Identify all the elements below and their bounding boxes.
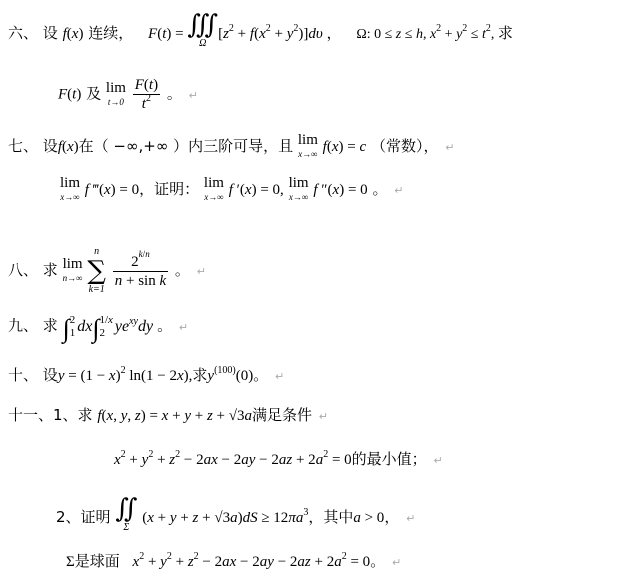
math-sphere-equation: $x^2 + y^2 + z^2 - 2ax - 2ay - 2az + 2a^2 = 0$ <box>114 449 352 468</box>
math-surface-integrand: $(x + y + z + √3a)dS \ge 12\pi a^3$ <box>142 507 309 526</box>
question-7-label: 七、 <box>8 137 39 155</box>
q6-text-6: 。 <box>166 84 182 103</box>
limit-t-to-0: lim t→0 <box>105 79 126 107</box>
return-mark-icon: ↵ <box>188 88 198 102</box>
question-10-line <box>8 366 284 386</box>
q10-text-3: 。 <box>253 366 269 384</box>
q7-text-5: 。 <box>372 180 388 198</box>
q6-text-1: 设 <box>42 24 58 42</box>
math-sphere-equation-2: $x^2 + y^2 + z^2 - 2ax - 2ay - 2az + 2a^2 = 0$ <box>132 551 371 570</box>
question-11-line-4 <box>66 552 401 572</box>
q11-part-1c: 的最小值； <box>351 450 427 468</box>
math-a-positive: a > 0 <box>353 510 385 526</box>
limit-x-to-inf: lim x→∞ <box>288 175 309 202</box>
question-8-line <box>8 246 206 296</box>
q9-text-1: 求 <box>42 316 58 335</box>
question-8-label: 八、 <box>8 261 39 279</box>
math-y-definition: $y = (1 - x)^2$ ln(1 − 2x), <box>57 365 193 384</box>
question-11-line-3 <box>56 496 415 534</box>
question-7-line-2 <box>60 176 403 204</box>
sum-k-1-to-n: n ∑ k=1 <box>87 246 106 295</box>
q11-part-1: 1、求 <box>53 406 93 424</box>
math-F-definition: F(t) = ∭ Ω $[z^2 + f(x^2 + y^2)]d\upsilon$ <box>148 10 323 49</box>
q10-text-1: 设 <box>42 366 58 384</box>
fraction-F-over-t2: $\frac{F(t)}{t^2}$ <box>134 77 159 112</box>
limit-x-to-inf: lim x→∞ <box>297 132 318 159</box>
question-6-line-1 <box>8 12 513 50</box>
q7-text-2: 在（ −∞,+∞ ）内三阶可导，且 <box>78 137 294 155</box>
question-11-line-1 <box>8 406 328 426</box>
question-9-label: 九、 <box>8 316 39 335</box>
math-f1-equals-0: f ′(x) = 0, <box>228 182 284 198</box>
return-mark-icon: ↵ <box>178 320 189 334</box>
question-6-line-2 <box>58 76 198 113</box>
question-6-label: 六、 <box>8 24 39 42</box>
question-11-label: 十一、 <box>8 406 54 424</box>
limit-x-to-inf: lim x→∞ <box>203 175 224 202</box>
fraction-2-pow-k-over-n: $\frac{2^{k/n}}{\text{n + sin k}}$ <box>114 248 167 289</box>
q11-part-2c: ， <box>384 508 400 526</box>
math-f-of-x: f(x) <box>62 26 84 42</box>
q7-text-1: 设 <box>42 137 58 155</box>
math-f-xyz: f(x, y, z) = x + y + z + √3a <box>97 408 252 424</box>
question-10-label: 十、 <box>8 366 39 384</box>
q11-part-2: 2、证明 <box>56 508 111 526</box>
math-F-of-t: F(t) <box>58 86 82 103</box>
q8-text-1: 求 <box>42 261 58 279</box>
question-11-line-2 <box>114 450 443 470</box>
return-mark-icon: ↵ <box>275 370 285 383</box>
math-double-integral: ∫ 2 1 dx∫ 1/x 2 $ye^{xy}dy$ <box>62 313 154 343</box>
math-fx-equals-c: f(x) = c <box>322 139 367 155</box>
q11-part-1b: 满足条件 <box>252 406 313 424</box>
math-y100-at-0: $y^{(100)}(0)$ <box>207 365 254 384</box>
return-mark-icon: ↵ <box>391 556 402 569</box>
q11-part-2b: ，其中 <box>308 508 354 526</box>
math-omega-domain: Ω: 0 ≤ z ≤ h, $x^2 + y^2 \le t^2$, <box>356 23 498 42</box>
q9-text-2: 。 <box>157 316 173 335</box>
math-sigma: Σ <box>66 554 75 570</box>
return-mark-icon: ↵ <box>318 410 329 423</box>
q10-text-2: 求 <box>192 366 208 384</box>
return-mark-icon: ↵ <box>394 184 404 197</box>
return-mark-icon: ↵ <box>433 454 443 467</box>
question-7-line-1 <box>8 133 454 161</box>
limit-n-to-inf: lim n→∞ <box>62 256 83 283</box>
return-mark-icon: ↵ <box>406 512 416 525</box>
q6-text-5: 及 <box>86 84 102 103</box>
q11-part-2e: 。 <box>370 552 386 570</box>
return-mark-icon: ↵ <box>196 265 206 278</box>
return-mark-icon: ↵ <box>445 141 455 154</box>
question-9-line <box>8 313 189 343</box>
q7-text-3: （常数）， <box>370 137 439 155</box>
q6-text-4: 求 <box>497 24 513 42</box>
math-f2-equals-0: f ″(x) = 0 <box>313 182 368 198</box>
q7-text-4: ，证明： <box>139 180 200 198</box>
q6-text-3: ， <box>326 24 342 42</box>
math-f-of-x: f(x) <box>57 139 79 155</box>
limit-x-to-inf: lim x→∞ <box>60 175 81 202</box>
q6-text-2: 连续， <box>88 24 134 42</box>
surface-integral: ∬ Σ <box>115 494 138 533</box>
q11-part-2d: 是球面 <box>74 552 120 570</box>
math-f3-equals-0: f ‴(x) = 0 <box>84 182 140 198</box>
q8-text-2: 。 <box>174 261 190 279</box>
